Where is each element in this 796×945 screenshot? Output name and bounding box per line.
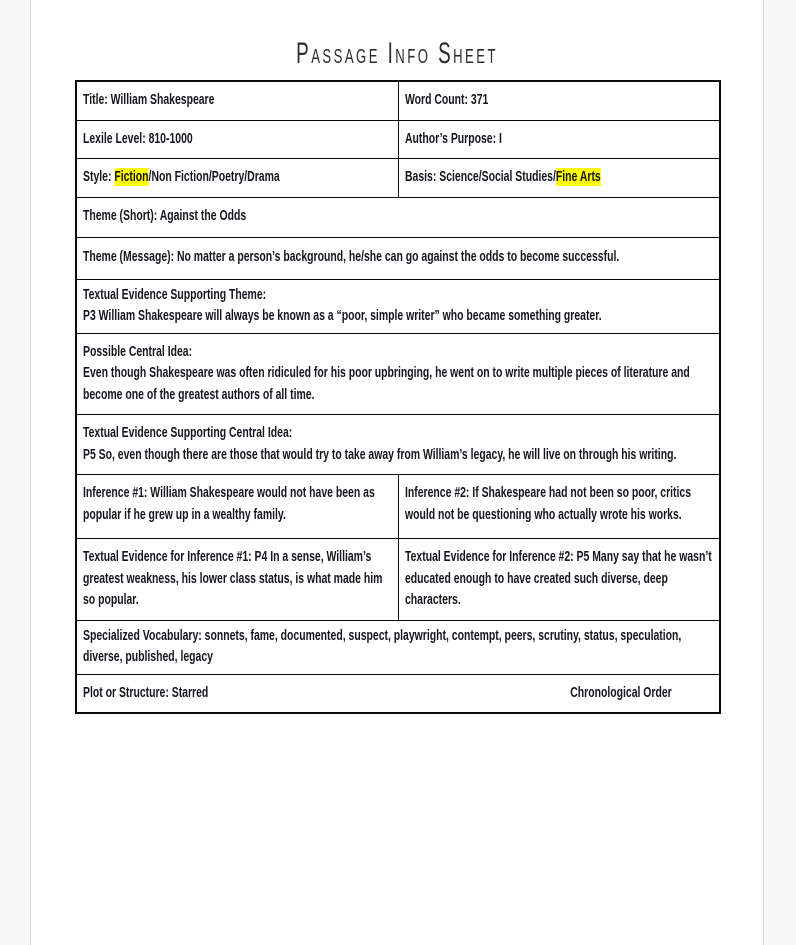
cell-word-count	[398, 81, 720, 120]
vocabulary-value: Specialized Vocabulary: sonnets, fame, documented, suspect, playwright, contempt, peers, scrutiny, status, speculation, diverse, published, legacy	[83, 627, 682, 665]
cell-evidence-inference-2	[398, 539, 720, 621]
plot-structure-value: Plot or Structure: Starred	[83, 684, 209, 701]
cell-vocabulary	[76, 620, 720, 674]
cell-inference-1	[76, 475, 398, 539]
evidence-theme-text: P3 William Shakespeare will always be known as a “poor, simple writer” who became something greater.	[83, 308, 602, 324]
cell-title	[76, 81, 398, 120]
evidence-inference-1-value: Textual Evidence for Inference #1: P4 In a sense, William’s greatest weakness, his lower class status, is what made him so popular.	[83, 549, 383, 608]
plot-structure-order: Chronological Order	[570, 684, 672, 701]
theme-short-value: Theme (Short): Against the Odds	[83, 208, 247, 225]
lexile-level-value: Lexile Level: 810-1000	[83, 130, 193, 147]
inference-1-value: Inference #1: William Shakespeare would not have been as popular if he grew up in a wealthy family.	[83, 485, 375, 523]
cell-lexile-level	[76, 120, 398, 159]
row-lexile-purpose	[76, 120, 720, 159]
row-theme-short	[76, 197, 720, 237]
central-idea-text: Even though Shakespeare was often ridiculed for his poor upbringing, he went on to write multiple pieces of literature and become one of the greatest authors of all time.	[83, 365, 690, 403]
evidence-inference-2-value: Textual Evidence for Inference #2: P5 Many say that he wasn’t educated enough to have created such diverse, deep characters.	[404, 549, 712, 608]
evidence-central-idea-text: P5 So, even though there are those that would try to take away from William’s legacy, he will live on through his writing.	[83, 446, 677, 463]
page-title	[31, 36, 763, 74]
row-evidence-theme	[76, 279, 720, 333]
row-inferences	[76, 475, 720, 539]
cell-theme-short	[76, 197, 720, 237]
style-other-choices: /Non Fiction/Poetry/Drama	[148, 169, 280, 185]
row-central-idea	[76, 333, 720, 415]
inference-2-value: Inference #2: If Shakespeare had not been so poor, critics would not be questioning who actually wrote his works.	[404, 485, 691, 523]
cell-plot-structure	[76, 674, 720, 713]
row-style-basis	[76, 159, 720, 198]
row-vocabulary	[76, 620, 720, 674]
cell-basis	[398, 159, 720, 198]
row-theme-message	[76, 237, 720, 279]
authors-purpose-value: Author’s Purpose: I	[404, 130, 502, 147]
row-evidence-central-idea	[76, 415, 720, 475]
title-value: Title: William Shakespeare	[83, 92, 215, 108]
central-idea-label: Possible Central Idea:	[83, 343, 193, 360]
row-title-wordcount	[76, 81, 720, 120]
cell-style	[76, 159, 398, 198]
cell-evidence-central-idea	[76, 415, 720, 475]
theme-message-value: Theme (Message): No matter a person’s background, he/she can go against the odds to become successful.	[83, 249, 620, 266]
cell-evidence-theme	[76, 279, 720, 333]
cell-evidence-inference-1	[76, 539, 398, 621]
basis-highlighted-choice: Fine Arts	[555, 169, 601, 185]
page-title-text: Passage Info Sheet	[296, 36, 498, 70]
evidence-central-idea-label: Textual Evidence Supporting Central Idea:	[83, 425, 293, 441]
cell-theme-message	[76, 237, 720, 279]
evidence-theme-label: Textual Evidence Supporting Theme:	[83, 286, 267, 303]
word-count-value: Word Count: 371	[404, 92, 488, 108]
cell-authors-purpose	[398, 120, 720, 159]
row-plot-structure	[76, 674, 720, 713]
style-highlighted-choice: Fiction	[114, 169, 149, 185]
basis-label: Basis: Science/Social Studies/	[404, 169, 556, 185]
passage-info-table	[75, 80, 721, 714]
cell-inference-2	[398, 475, 720, 539]
cell-central-idea	[76, 333, 720, 415]
document-page	[30, 0, 764, 945]
row-evidence-inferences	[76, 539, 720, 621]
style-label: Style:	[83, 169, 115, 185]
